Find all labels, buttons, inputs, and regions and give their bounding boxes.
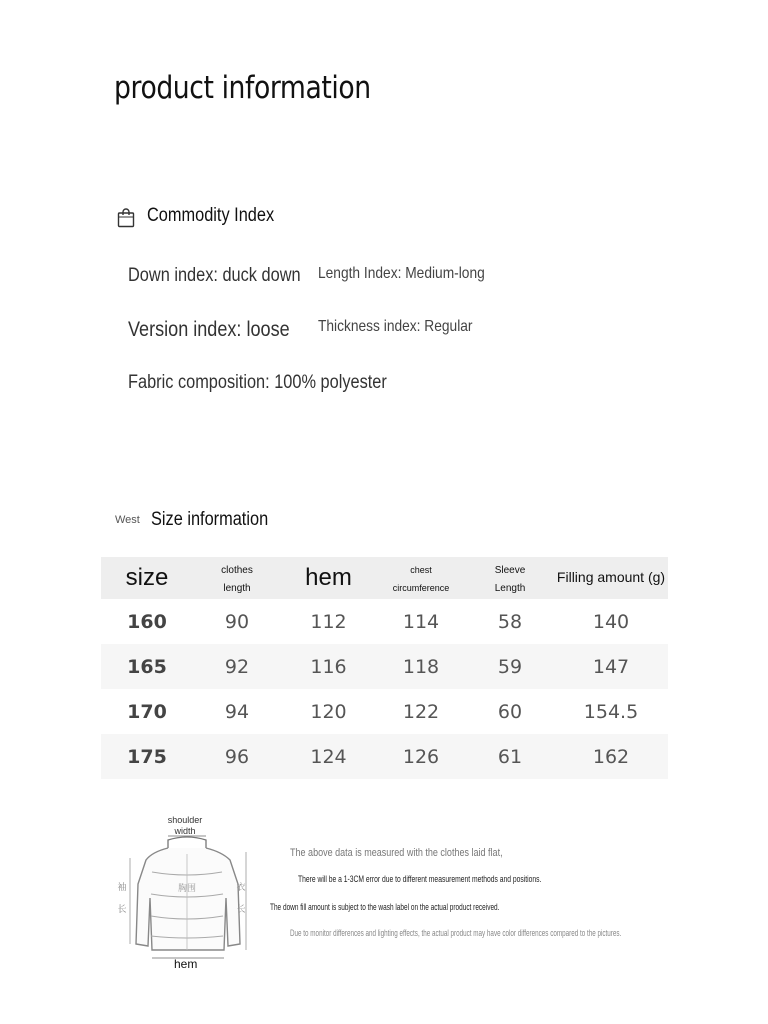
header-hem: hem [281,557,376,599]
down-index: Down index: duck down [128,265,301,286]
note-color-difference: Due to monitor differences and lighting effects, the actual product may have color differences compared to the pictures. [290,928,622,938]
table-row [101,734,668,779]
cell-sleeve: 59 [466,644,554,689]
note-down-fill: The down fill amount is subject to the wash label on the actual product received. [270,902,500,912]
cell-filling: 140 [592,610,630,633]
table-header-row [101,557,668,599]
cell-clothes-length: 94 [224,700,250,723]
cell-chest: 118 [376,644,466,689]
header-clothes-length: clothes length [193,557,281,599]
cell-size: 160 [127,610,167,633]
cell-hem: 112 [310,610,347,633]
commodity-index-heading: Commodity Index [147,205,275,226]
thickness-index: Thickness index: Regular [318,318,473,335]
fabric-composition: Fabric composition: 100% polyester [128,372,387,393]
cell-sleeve: 61 [466,734,554,779]
cell-size: 165 [101,644,193,689]
hem-label: hem [174,957,198,971]
cell-chest: 114 [402,610,440,633]
size-table [101,557,668,779]
note-measurement-error: There will be a 1-3CM error due to different measurement methods and positions. [298,874,542,884]
header-filling-amount: Filling amount (g) [554,557,668,599]
header-chest-circumference: chest circumference [376,557,466,599]
cell-chest: 126 [376,734,466,779]
cell-chest: 122 [402,700,440,723]
cell-hem: 124 [281,734,376,779]
cell-hem: 120 [310,700,347,723]
cell-size: 170 [127,700,167,723]
version-index: Version index: loose [128,318,290,341]
page-title: product information [114,70,371,106]
shoulder-width-label: shoulder width [167,815,203,836]
sleeve-length-label: 袖 长 [117,882,127,914]
cell-clothes-length: 90 [224,610,250,633]
note-measured-flat: The above data is measured with the clothes laid flat, [290,847,503,859]
cell-filling: 162 [554,734,668,779]
table-row [101,644,668,689]
west-prefix: West [115,514,140,526]
cell-clothes-length: 92 [193,644,281,689]
chest-label: 胸围 [177,883,196,893]
header-size: size [101,557,193,599]
cell-clothes-length: 96 [193,734,281,779]
cell-size: 175 [101,734,193,779]
size-information-heading: Size information [151,509,269,530]
clothes-length-label: 衣 长 [236,882,246,914]
jacket-measurement-diagram [112,812,262,972]
shopping-bag-icon [117,208,135,228]
cell-filling: 154.5 [583,700,639,723]
table-row [101,689,668,734]
header-sleeve-length: Sleeve Length [466,557,554,599]
cell-hem: 116 [281,644,376,689]
cell-filling: 147 [554,644,668,689]
cell-sleeve: 60 [497,700,523,723]
length-index: Length Index: Medium-long [318,265,485,282]
cell-sleeve: 58 [497,610,523,633]
table-row [101,599,668,644]
